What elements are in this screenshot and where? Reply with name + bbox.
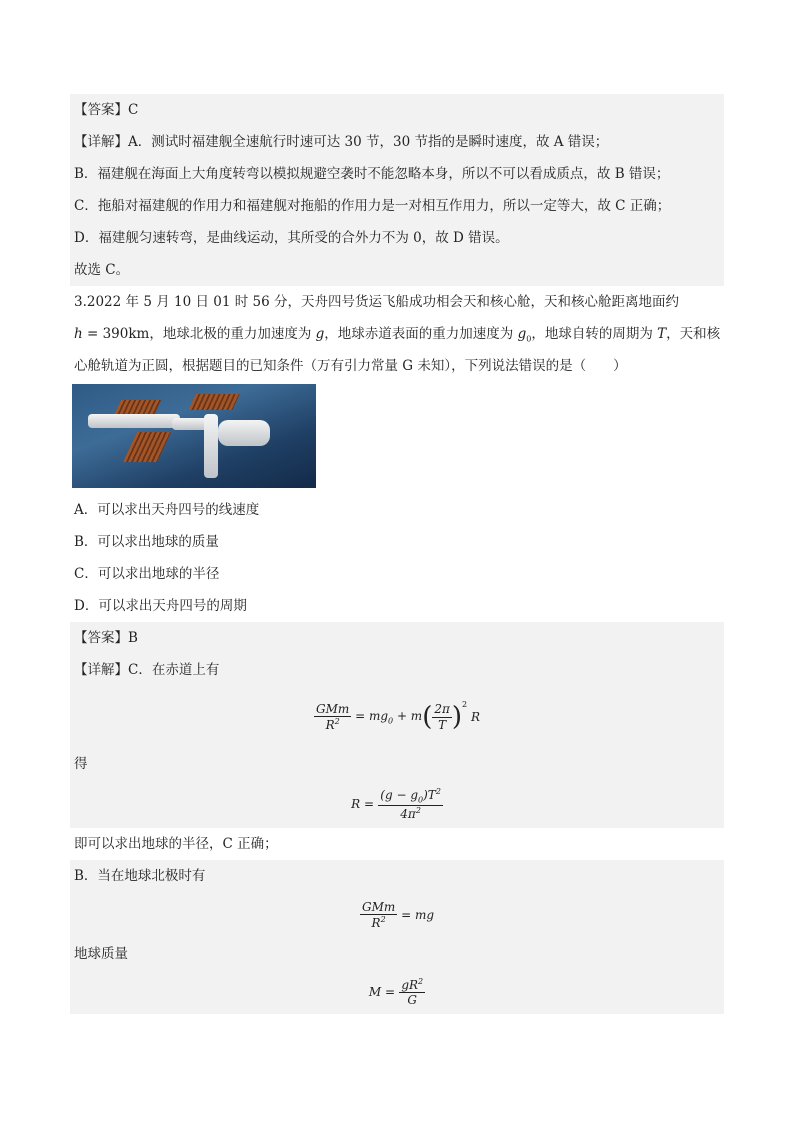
station-module bbox=[218, 420, 270, 446]
detail-label: 【详解】 bbox=[74, 134, 128, 150]
answer-value: B bbox=[128, 630, 138, 646]
detail-1-c: C．拖船对福建舰的作用力和福建舰对拖船的作用力是一对相互作用力，所以一定等大，故 C 正确； bbox=[70, 190, 724, 222]
document-page bbox=[70, 94, 724, 1014]
detail-1-a: 【详解】A．测试时福建舰全速航行时速可达 30 节，30 节指的是瞬时速度，故 A 错误； bbox=[70, 126, 724, 158]
answer-3 bbox=[70, 622, 724, 654]
question-3-line-1: 3.2022 年 5 月 10 日 01 时 56 分，天舟四号货运飞船成功相会天和核心舱，天和核心舱距离地面约 bbox=[74, 294, 679, 310]
detail-3-c-result: 即可以求出地球的半径，C 正确； bbox=[74, 836, 278, 852]
equation-2: R = $\frac{(g - g_0)T^2}{4\pi^2}$ bbox=[70, 780, 724, 828]
detail-1-b: B．福建舰在海面上大角度转弯以模拟规避空袭时不能忽略本身，所以不可以看成质点，故 B 错误； bbox=[70, 158, 724, 190]
question-3-line-3: 心舱轨道为正圆，根据题目的已知条件（万有引力常量 G 未知），下列说法错误的是（ ） bbox=[74, 358, 627, 374]
station-module bbox=[88, 414, 180, 428]
detail-1-d: D．福建舰匀速转弯，是曲线运动，其所受的合外力不为 0，故 D 错误。 bbox=[70, 222, 724, 254]
option-c: C．可以求出地球的半径 bbox=[74, 566, 220, 582]
answer-label: 【答案】 bbox=[74, 102, 128, 118]
detail-3-c-intro: 【详解】C．在赤道上有 bbox=[70, 654, 724, 686]
answer-value: C bbox=[128, 102, 139, 118]
station-module bbox=[204, 414, 218, 478]
equation-4: M = $\frac{gR^2}{G}$ bbox=[70, 970, 724, 1014]
equation-3: $\frac{\text{GMm}}{R^2}$ = mg bbox=[70, 892, 724, 938]
option-a: A．可以求出天舟四号的线速度 bbox=[74, 502, 260, 518]
option-b: B．可以求出地球的质量 bbox=[74, 534, 219, 550]
solar-panel bbox=[123, 432, 171, 462]
answer-1 bbox=[70, 94, 724, 126]
detail-3-mass: 地球质量 bbox=[70, 938, 724, 970]
answer-label: 【答案】 bbox=[74, 630, 128, 646]
space-station-image bbox=[72, 384, 316, 488]
detail-1-conclusion: 故选 C。 bbox=[70, 254, 724, 286]
question-3-line-2: h = 390km，地球北极的重力加速度为 g，地球赤道表面的重力加速度为 $g_0$，地球自转的周期为 T，天和核 bbox=[74, 326, 721, 344]
option-d: D．可以求出天舟四号的周期 bbox=[74, 598, 247, 614]
detail-3-get: 得 bbox=[70, 748, 724, 780]
solar-panel bbox=[188, 394, 239, 410]
equation-1: $\frac{\text{GMm}}{R^2}$ = $mg_0 + m$ ( $\frac{2\pi}{T}$ ) $^2$ R bbox=[70, 686, 724, 748]
detail-3-b-intro: B．当在地球北极时有 bbox=[70, 860, 724, 892]
detail-label: 【详解】 bbox=[74, 662, 128, 678]
